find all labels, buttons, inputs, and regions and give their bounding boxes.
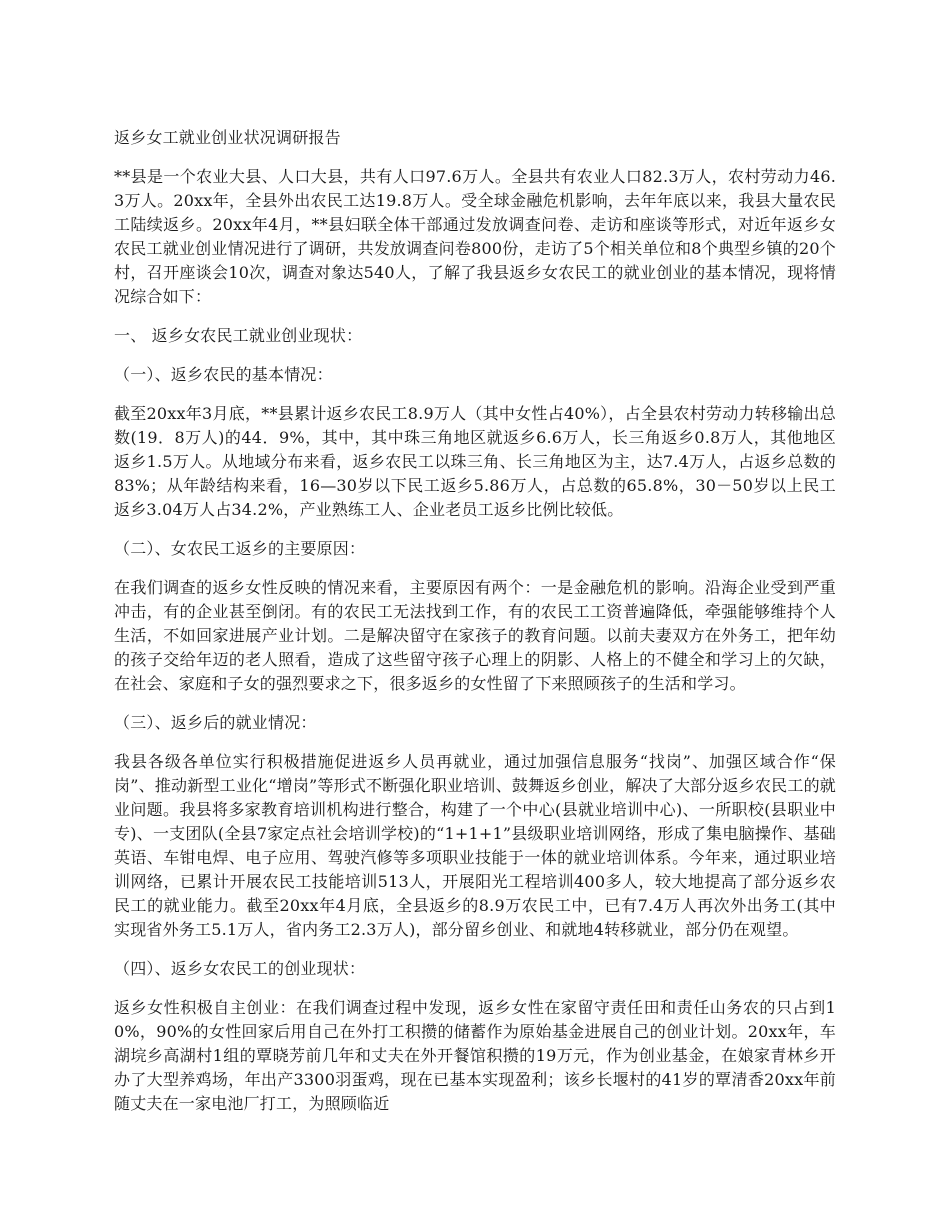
basic-situation-paragraph: 截至20xx年3月底，**县累计返乡农民工8.9万人（其中女性占40%），占全县农村劳动力转移输出总数(19．8万人)的44．9%，其中，其中珠三角地区就返乡6.6万人，长三角返乡0.8万人，其他地区返乡1.5万人。从地域分布来看，返乡农民工以珠三角、长三角地区为主，达7.4万人，占返乡总数的83%；从年龄结构来看，16—30岁以下民工返乡5.86万人，占总数的65.8%，30－50岁以上民工返乡3.04万人占34.2%，产业熟练工人、企业老员工返乡比例比较低。 xyxy=(114,404,836,519)
intro-paragraph: **县是一个农业大县、人口大县，共有人口97.6万人。全县共有农业人口82.3万人，农村劳动力46.3万人。20xx年，全县外出农民工达19.8万人。受全球金融危机影响，去年年底以来，我县大量农民工陆续返乡。20xx年4月，**县妇联全体干部通过发放调查问卷、走访和座谈等形式，对近年返乡女农民工就业创业情况进行了调研，共发放调查问卷800份，走访了5个相关单位和8个典型乡镇的20个村，召开座谈会10次，调查对象达540人，了解了我县返乡女农民工的就业创业的基本情况，现将情况综合如下： xyxy=(114,167,836,306)
document-title: 返乡女工就业创业状况调研报告 xyxy=(114,128,341,147)
reasons-paragraph: 在我们调查的返乡女性反映的情况来看，主要原因有两个：一是金融危机的影响。沿海企业受到严重冲击，有的企业甚至倒闭。有的农民工无法找到工作，有的农民工工资普遍降低，牵强能够维持个人生活，不如回家进展产业计划。二是解决留守在家孩子的教育问题。以前夫妻双方在外务工，把年幼的孩子交给年迈的老人照看，造成了这些留守孩子心理上的阴影、人格上的不健全和学习上的欠缺，在社会、家庭和子女的强烈要求之下，很多返乡的女性留了下来照顾孩子的生活和学习。 xyxy=(114,578,836,693)
subsection-heading-4: （四）、返乡女农民工的创业现状： xyxy=(114,959,366,978)
section-heading-1: 一、 返乡女农民工就业创业现状： xyxy=(114,326,363,345)
subsection-heading-1: （一）、返乡农民的基本情况： xyxy=(114,365,333,384)
subsection-heading-2: （二）、女农民工返乡的主要原因： xyxy=(114,539,366,558)
employment-paragraph: 我县各级各单位实行积极措施促进返乡人员再就业，通过加强信息服务“找岗”、加强区域合作“保岗”、推动新型工业化“增岗”等形式不断强化职业培训、鼓舞返乡创业，解决了大部分返乡农民工的就业问题。我县将多家教育培训机构进行整合，构建了一个中心(县就业培训中心)、一所职校(县职业中专)、一支团队(全县7家定点社会培训学校)的“1+1+1”县级职业培训网络，形成了集电脑操作、基础英语、车钳电焊、电子应用、驾驶汽修等多项职业技能于一体的就业培训体系。今年来，通过职业培训网络，已累计开展农民工技能培训513人，开展阳光工程培训400多人，较大地提高了部分返乡农民工的就业能力。截至20xx年4月底，全县返乡的8.9万农民工中，已有7.4万人再次外出务工(其中实现省外务工5.1万人，省内务工2.3万人)，部分留乡创业、和就地4转移就业，部分仍在观望。 xyxy=(114,752,836,939)
subsection-heading-3: （三）、返乡后的就业情况： xyxy=(114,713,317,732)
entrepreneurship-paragraph: 返乡女性积极自主创业：在我们调查过程中发现，返乡女性在家留守责任田和责任山务农的只占到10%，90%的女性回家后用自己在外打工积攒的储蓄作为原始基金进展自己的创业计划。20xx年，车湖垸乡高湖村1组的覃晓芳前几年和丈夫在外开餐馆积攒的19万元，作为创业基金，在娘家青林乡开办了大型养鸡场，年出产3300羽蛋鸡，现在已基本实现盈利；该乡长堰村的41岁的覃清香20xx年前随丈夫在一家电池厂打工，为照顾临近 xyxy=(114,998,836,1113)
